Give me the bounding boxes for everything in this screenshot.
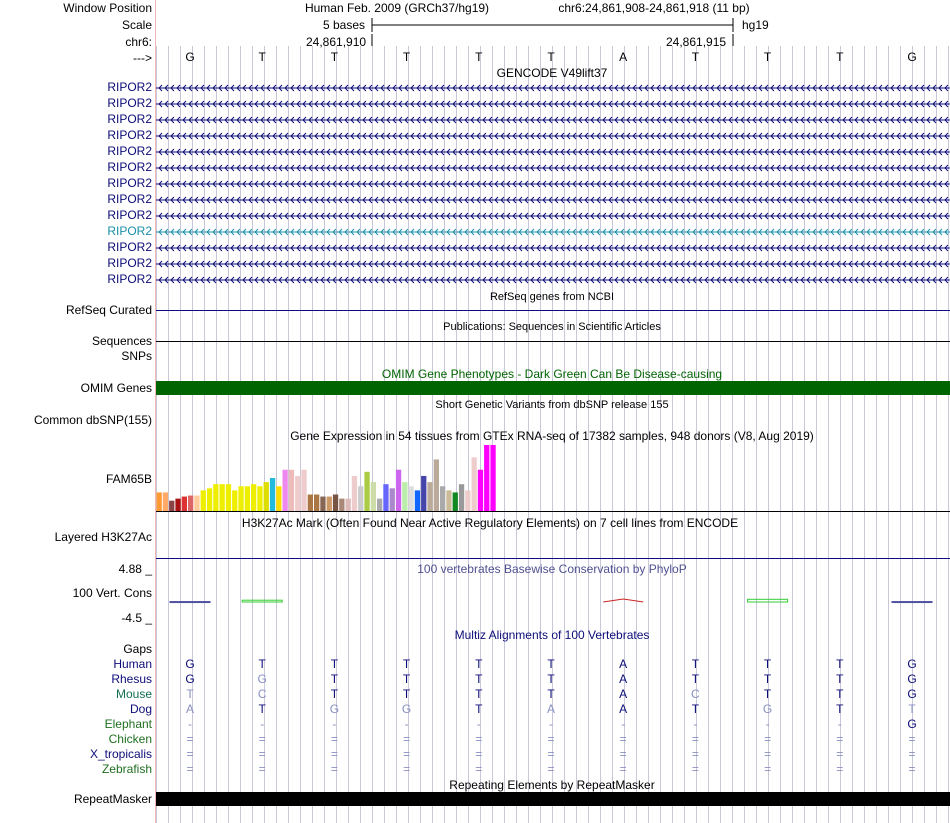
alignment-base: T: [330, 657, 339, 671]
gtex-tissue-bar: [415, 490, 420, 511]
alignment-base: T: [908, 702, 916, 716]
gtex-tissue-bar: [490, 445, 495, 511]
label-window-position: Window Position: [63, 1, 152, 15]
gtex-tissue-bar: [251, 484, 256, 511]
dna-base: T: [475, 50, 483, 64]
alignment-base: T: [475, 687, 483, 701]
dna-base: T: [763, 50, 772, 64]
alignment-base: =: [836, 747, 844, 761]
gencode-title: GENCODE V49lift37: [496, 66, 608, 80]
alignment-base: T: [475, 672, 483, 686]
alignment-base: G: [907, 717, 917, 731]
alignment-base: T: [475, 657, 483, 671]
alignment-base: T: [258, 702, 266, 716]
gencode-gene-label[interactable]: RIPOR2: [107, 224, 152, 238]
alignment-base: T: [402, 657, 411, 671]
gencode-transcript: [156, 85, 950, 91]
alignment-base: T: [547, 672, 555, 686]
gtex-bar-chart[interactable]: [156, 443, 950, 513]
gtex-tissue-bar: [364, 472, 369, 511]
assembly-title: Human Feb. 2009 (GRCh37/hg19): [304, 1, 490, 15]
alignment-base: -: [549, 717, 553, 731]
alignment-base: C: [691, 687, 700, 701]
gtex-tissue-bar: [283, 470, 288, 511]
gtex-tissue-bar: [352, 476, 357, 511]
alignment-base: =: [475, 762, 483, 776]
gtex-tissue-bar: [459, 484, 464, 511]
scale-text: 5 bases: [323, 18, 366, 32]
alignment-base: G: [257, 672, 267, 686]
alignment-base: G: [907, 687, 917, 701]
alignment-base: =: [908, 747, 916, 761]
gtex-tissue-bar: [245, 486, 250, 511]
alignment-base: =: [764, 732, 772, 746]
track-image[interactable]: [156, 0, 950, 823]
label-gaps[interactable]: Gaps: [123, 642, 152, 656]
alignment-base: T: [763, 657, 772, 671]
alignment-base: G: [907, 672, 917, 686]
alignment-base: T: [763, 672, 772, 686]
gtex-tissue-bar: [314, 495, 319, 512]
alignment-base: =: [258, 747, 266, 761]
gtex-tissue-bar: [201, 490, 206, 511]
alignment-base: =: [691, 732, 699, 746]
gtex-tissue-bar: [440, 486, 445, 511]
alignment-base: A: [619, 672, 628, 686]
gencode-transcript: [156, 245, 950, 251]
alignment-base: =: [619, 732, 627, 746]
gtex-tissue-bar: [182, 497, 187, 511]
alignment-base: T: [402, 672, 411, 686]
window-position: chr6:24,861,908-24,861,918 (11 bp): [558, 1, 750, 15]
alignment-base: A: [185, 702, 195, 716]
species-label[interactable]: Elephant: [104, 717, 152, 731]
gencode-transcript: [156, 117, 950, 123]
alignment-base: G: [401, 702, 412, 716]
gtex-tissue-bar: [194, 496, 199, 511]
refseq-line: [156, 310, 950, 311]
alignment-base: T: [836, 657, 844, 671]
alignment-base: =: [547, 732, 555, 746]
gencode-transcript: [156, 101, 950, 107]
alignment-base: =: [403, 747, 411, 761]
alignment-base: =: [908, 732, 916, 746]
label-cons-min: -4.5 _: [121, 611, 152, 625]
phylop-score: [170, 602, 210, 603]
coord-right: 24,861,915: [666, 35, 727, 49]
alignment-base: T: [691, 702, 700, 716]
dna-base: T: [330, 50, 339, 64]
species-label[interactable]: Dog: [129, 702, 152, 716]
gtex-tissue-bar: [371, 482, 376, 511]
gtex-tissue-bar: [308, 495, 313, 512]
alignment-base: G: [185, 672, 195, 686]
gtex-tissue-bar: [157, 492, 162, 511]
gencode-gene-label[interactable]: RIPOR2: [107, 176, 152, 190]
alignment-base: =: [186, 762, 194, 776]
alignment-base: =: [547, 747, 555, 761]
alignment-base: -: [188, 717, 192, 731]
gtex-tissue-bar: [226, 484, 231, 511]
alignment-base: =: [403, 762, 411, 776]
track-labels: [0, 0, 155, 823]
gtex-tissue-bar: [220, 484, 225, 511]
h3k27ac-baseline: [156, 558, 950, 559]
alignment-base: =: [330, 762, 338, 776]
species-label[interactable]: Mouse: [115, 687, 152, 701]
gtex-tissue-bar: [207, 488, 212, 511]
dna-base: T: [258, 50, 266, 64]
alignment-base: T: [475, 702, 483, 716]
gtex-tissue-bar: [270, 478, 275, 511]
gtex-tissue-bar: [377, 499, 382, 511]
alignment-base: =: [619, 747, 627, 761]
gencode-gene-label[interactable]: RIPOR2: [107, 96, 152, 110]
gtex-tissue-bar: [472, 457, 477, 511]
gencode-transcript: [156, 165, 950, 171]
alignment-base: G: [907, 657, 917, 671]
gtex-tissue-bar: [409, 486, 414, 511]
gtex-tissue-bar: [169, 501, 174, 511]
dna-base: T: [547, 50, 555, 64]
species-label[interactable]: Rhesus: [111, 672, 152, 686]
gtex-title: Gene Expression in 54 tissues from GTEx RNA-seq of 17382 samples, 948 donors (V8, Aug 2019): [290, 429, 814, 443]
dbsnp-title: Short Genetic Variants from dbSNP release 155: [435, 399, 669, 411]
alignment-base: =: [619, 762, 627, 776]
dna-base: T: [836, 50, 844, 64]
gtex-tissue-bar: [484, 445, 489, 511]
label-cons-max: 4.88 _: [118, 562, 152, 576]
alignment-base: C: [257, 687, 267, 701]
species-label[interactable]: Chicken: [108, 732, 152, 746]
alignment-base: T: [402, 687, 411, 701]
gencode-gene-label[interactable]: RIPOR2: [107, 128, 152, 142]
label-gtex-gene[interactable]: FAM65B: [105, 472, 152, 486]
alignment-base: -: [621, 717, 626, 731]
alignment-base: =: [836, 762, 844, 776]
gtex-tissue-bar: [188, 496, 193, 511]
gencode-gene-label[interactable]: RIPOR2: [107, 80, 152, 94]
alignment-base: G: [329, 702, 340, 716]
gtex-tissue-bar: [295, 476, 300, 511]
alignment-base: A: [546, 702, 556, 716]
gtex-tissue-bar: [301, 470, 306, 511]
alignment-base: G: [762, 702, 773, 716]
label-h3k27ac[interactable]: Layered H3K27Ac: [54, 530, 152, 544]
label-omim[interactable]: OMIM Genes: [80, 381, 152, 395]
alignment-base: T: [691, 672, 700, 686]
alignment-base: =: [691, 747, 699, 761]
alignment-base: T: [330, 672, 339, 686]
gtex-tissue-bar: [453, 492, 458, 511]
dna-base: T: [402, 50, 411, 64]
gtex-tissue-bar: [320, 497, 325, 511]
gencode-gene-label[interactable]: RIPOR2: [107, 208, 152, 222]
multiz-title: Multiz Alignments of 100 Vertebrates: [454, 628, 650, 642]
publications-title: Publications: Sequences in Scientific Articles: [443, 321, 661, 333]
label-strand[interactable]: --->: [133, 51, 152, 65]
phylop-title: 100 vertebrates Basewise Conservation by PhyloP: [417, 562, 687, 576]
refseq-title: RefSeq genes from NCBI: [489, 291, 615, 303]
alignment-base: =: [258, 762, 266, 776]
alignment-base: T: [763, 687, 772, 701]
alignment-base: T: [547, 657, 555, 671]
alignment-base: =: [764, 762, 772, 776]
alignment-base: -: [765, 717, 770, 731]
gencode-gene-label[interactable]: RIPOR2: [107, 256, 152, 270]
alignment-base: =: [908, 762, 916, 776]
repeatmasker-bar[interactable]: [156, 792, 950, 806]
alignment-base: T: [330, 687, 339, 701]
label-chrom: chr6:: [125, 35, 152, 49]
alignment-base: =: [764, 747, 772, 761]
gtex-tissue-bar: [238, 486, 243, 511]
gtex-tissue-bar: [390, 488, 395, 511]
dna-base: A: [619, 50, 628, 64]
gencode-gene-label[interactable]: RIPOR2: [107, 160, 152, 174]
alignment-base: =: [691, 762, 699, 776]
species-label[interactable]: X_tropicalis: [89, 747, 152, 761]
gtex-tissue-bar: [465, 490, 470, 511]
gtex-tissue-bar: [427, 482, 432, 511]
alignment-base: =: [547, 762, 555, 776]
gtex-tissue-bar: [175, 499, 180, 511]
alignment-base: -: [837, 717, 842, 731]
coord-left: 24,861,910: [306, 35, 367, 49]
alignment-base: =: [475, 747, 483, 761]
alignment-base: G: [185, 657, 195, 671]
gtex-tissue-bar: [346, 499, 351, 511]
gtex-tissue-bar: [478, 470, 483, 511]
label-cons-name[interactable]: 100 Vert. Cons: [72, 586, 152, 600]
alignment-base: -: [404, 717, 409, 731]
phylop-score: [603, 599, 643, 602]
species-label[interactable]: Zebrafish: [101, 762, 152, 776]
alignment-base: =: [258, 732, 266, 746]
gtex-tissue-bar: [434, 459, 439, 511]
alignment-base: =: [330, 732, 338, 746]
alignment-base: =: [475, 732, 483, 746]
gencode-gene-label[interactable]: RIPOR2: [107, 112, 152, 126]
alignment-base: T: [186, 687, 194, 701]
gtex-tissue-bar: [396, 470, 401, 511]
phylop-score: [748, 599, 788, 602]
repeatmasker-title: Repeating Elements by RepeatMasker: [449, 778, 655, 792]
phylop-score: [892, 602, 932, 603]
gencode-gene-label[interactable]: RIPOR2: [107, 240, 152, 254]
gencode-transcript: [156, 229, 950, 235]
gencode-transcript: [156, 277, 950, 283]
label-dbsnp[interactable]: Common dbSNP(155): [33, 413, 152, 427]
gencode-gene-label[interactable]: RIPOR2: [107, 272, 152, 286]
alignment-base: =: [836, 732, 844, 746]
label-scale: Scale: [121, 18, 152, 32]
gtex-tissue-bar: [163, 492, 168, 511]
gtex-tissue-bar: [339, 499, 344, 511]
gtex-tissue-bar: [402, 482, 407, 511]
alignment-base: -: [332, 717, 337, 731]
alignment-base: =: [330, 747, 338, 761]
gtex-tissue-bar: [327, 497, 332, 511]
phylop-score: [242, 600, 282, 602]
omim-bar[interactable]: [156, 381, 950, 395]
gtex-tissue-bar: [264, 482, 269, 511]
gtex-tissue-bar: [333, 495, 338, 512]
scale-bar: [156, 0, 950, 50]
gencode-transcripts[interactable]: [156, 80, 950, 290]
alignment-base: -: [693, 717, 698, 731]
phylop-chart[interactable]: [156, 578, 950, 628]
gtex-tissue-bar: [421, 476, 426, 511]
alignment-base: A: [619, 702, 628, 716]
species-label[interactable]: Human: [113, 657, 152, 671]
dna-base: G: [185, 50, 195, 64]
alignment-base: =: [186, 747, 194, 761]
gtex-tissue-bar: [383, 484, 388, 511]
gtex-tissue-bar: [446, 490, 451, 511]
gtex-tissue-bar: [276, 486, 281, 511]
alignment-base: =: [403, 732, 411, 746]
gencode-gene-label[interactable]: RIPOR2: [107, 192, 152, 206]
db-name: hg19: [742, 18, 769, 32]
gencode-transcript: [156, 149, 950, 155]
h3k27ac-title: H3K27Ac Mark (Often Found Near Active Regulatory Elements) on 7 cell lines from ENCODE: [241, 516, 739, 530]
gtex-tissue-bar: [213, 484, 218, 511]
gtex-tissue-bar: [358, 486, 363, 511]
alignment-base: =: [186, 732, 194, 746]
alignment-base: A: [619, 687, 628, 701]
alignment-base: T: [691, 657, 700, 671]
gtex-tissue-bar: [289, 470, 294, 511]
alignment-base: T: [836, 702, 844, 716]
alignment-base: T: [258, 657, 266, 671]
gtex-tissue-bar: [232, 490, 237, 511]
alignment-base: T: [547, 687, 555, 701]
gencode-transcript: [156, 197, 950, 203]
label-snps[interactable]: SNPs: [121, 349, 152, 363]
label-refseq[interactable]: RefSeq Curated: [65, 303, 152, 317]
alignment-base: T: [836, 687, 844, 701]
publications-line: [156, 341, 950, 342]
gencode-transcript: [156, 213, 950, 219]
gencode-transcript: [156, 133, 950, 139]
gencode-transcript: [156, 261, 950, 267]
gtex-tissue-bar: [257, 486, 262, 511]
label-sequences[interactable]: Sequences: [91, 334, 152, 348]
dna-base: T: [691, 50, 700, 64]
label-repeatmasker[interactable]: RepeatMasker: [73, 792, 152, 806]
alignment-base: T: [836, 672, 844, 686]
gencode-gene-label[interactable]: RIPOR2: [107, 144, 152, 158]
omim-title: OMIM Gene Phenotypes - Dark Green Can Be Disease-causing: [381, 367, 723, 381]
alignment-base: -: [476, 717, 481, 731]
gencode-transcript: [156, 181, 950, 187]
alignment-base: -: [260, 717, 265, 731]
dna-base: G: [907, 50, 917, 64]
alignment-base: A: [619, 657, 628, 671]
